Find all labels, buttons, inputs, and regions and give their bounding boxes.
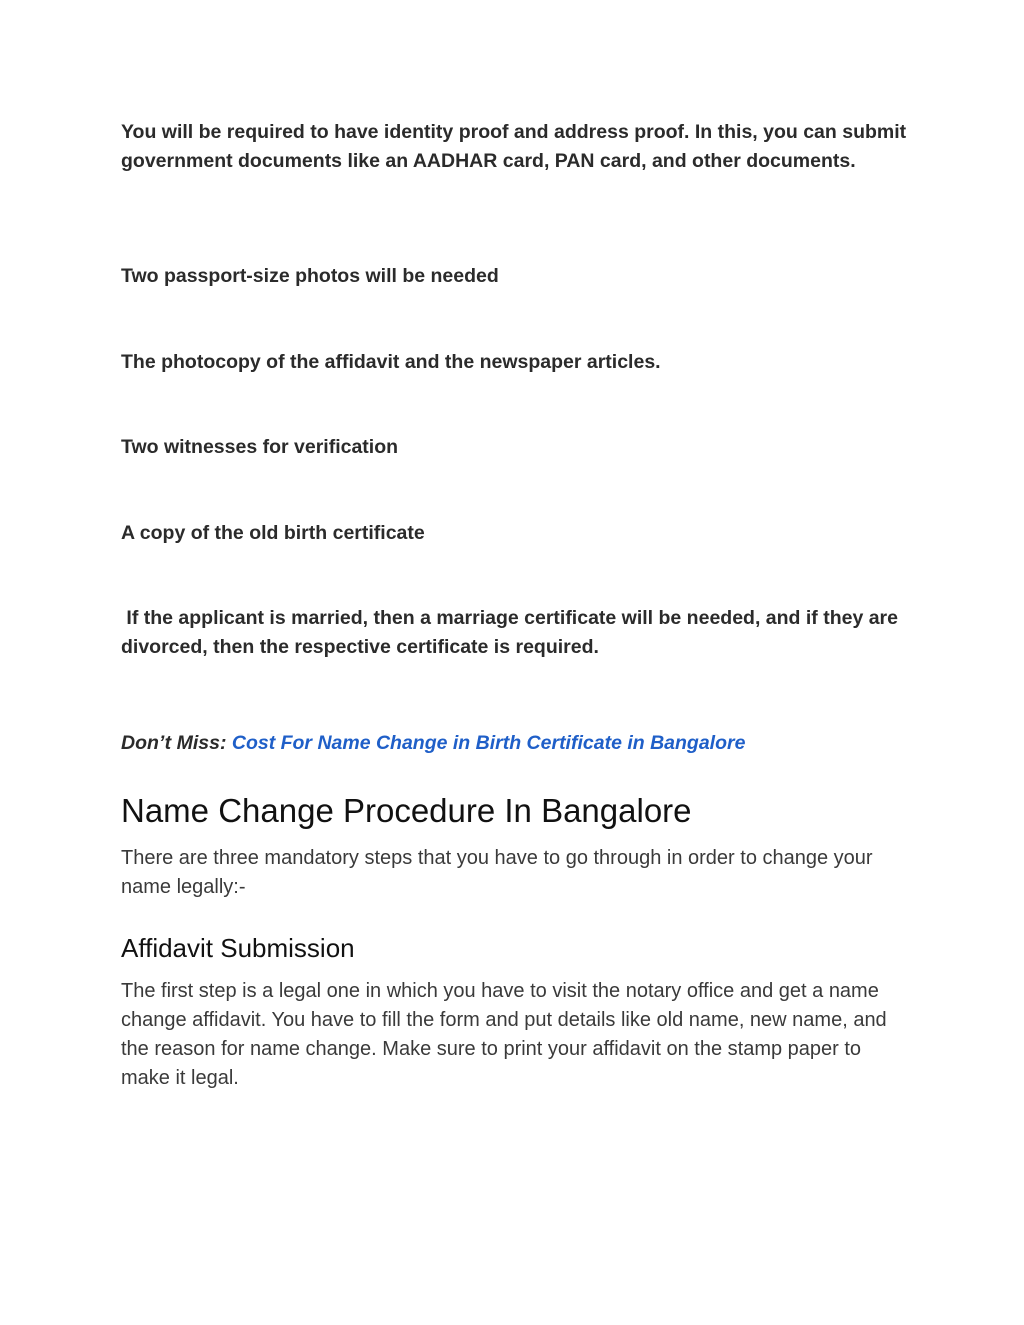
requirement-identity-proof: You will be required to have identity proof and address proof. In this, you can submit government documents like an AADHAR card, PAN card, and other documents. (121, 121, 907, 172)
requirement-witnesses: Two witnesses for verification (121, 436, 399, 458)
section-intro: There are three mandatory steps that you have to go through in order to change your name legally:- (121, 847, 873, 898)
requirement-passport-photos: Two passport-size photos will be needed (121, 265, 499, 287)
dont-miss-label: Don’t Miss: (121, 732, 232, 754)
section-heading: Name Change Procedure In Bangalore (121, 792, 692, 829)
requirement-marriage-certificate: If the applicant is married, then a marriage certificate will be needed, and if they are divorced, then the respective certificate is required. (121, 607, 904, 658)
subsection-body: The first step is a legal one in which you have to visit the notary office and get a name change affidavit. You have to fill the form and put details like old name, new name, and the reason for name change. Make sure to print your affidavit on the stamp paper to make it legal. (121, 980, 887, 1089)
dont-miss-callout (121, 729, 911, 758)
requirement-birth-certificate: A copy of the old birth certificate (121, 522, 425, 544)
requirement-affidavit-copy: The photocopy of the affidavit and the newspaper articles. (121, 351, 661, 373)
dont-miss-link[interactable]: Cost For Name Change in Birth Certificate in Bangalore (231, 732, 746, 754)
subsection-heading: Affidavit Submission (121, 933, 355, 963)
